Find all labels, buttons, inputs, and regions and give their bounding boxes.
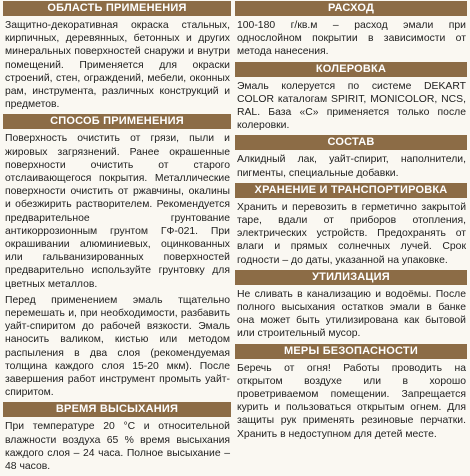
- section-text: Поверхность очистить от грязи, пыли и жировых загрязнений. Ранее окрашенные поверхности очистить от старого отслаивающегося покрытия. Металлические поверхности очистить от ржавчины, окалины и обезжирить растворителем. Рекомендуется предварительное грунтование антикоррозионным грунтом ГФ-021. При окрашивании алюминиевых, оцинкованных или гальванизированных поверхностей предварительно используйте грунтовку для цветных металлов.: [5, 133, 230, 290]
- section-tinting: [235, 62, 467, 133]
- section-header: ВРЕМЯ ВЫСЫХАНИЯ: [3, 402, 231, 417]
- section-text: Защитно-декоративная окраска стальных, кирпичных, деревянных, бетонных и других минеральных поверхностей снаружи и внутри помещений. Применяется для окраски строений, стен, ограждений, мебели, оконных рам, инструмента, различных конструкций и предметов.: [5, 20, 230, 111]
- section-header: СПОСОБ ПРИМЕНЕНИЯ: [3, 114, 231, 129]
- left-column: [0, 0, 231, 476]
- section-text: 100-180 г/кв.м – расход эмали при однослойном покрытии в зависимости от метода нанесения.: [237, 20, 466, 58]
- section-header: СОСТАВ: [235, 135, 467, 150]
- section-header: МЕРЫ БЕЗОПАСНОСТИ: [235, 344, 467, 359]
- section-header: УТИЛИЗАЦИЯ: [235, 270, 467, 285]
- section-text: При температуре 20 °С и относительной влажности воздуха 65 % время высыхания каждого слоя – 24 часа. Полное высыхание – 48 часов.: [5, 421, 230, 473]
- section-text: Хранить и перевозить в герметично закрытой таре, вдали от приборов отопления, электрических устройств. Предохранять от влаги и прямых солнечных лучей. Срок годности – до даты, указанной на упаковке.: [237, 201, 466, 266]
- section-safety: [235, 344, 467, 441]
- section-text: Не сливать в канализацию и водоёмы. После полного высыхания остатков эмали в банке она может быть утилизирована как бытовой или строительный мусор.: [237, 288, 466, 340]
- section-header: ХРАНЕНИЕ И ТРАНСПОРТИРОВКА: [235, 183, 467, 198]
- section-text: Перед применением эмаль тщательно перемешать и, при необходимости, разбавить уайт-спиритом до рабочей вязкости. Эмаль наносить валиком, кистью или методом распыления в два слоя (рекомендуемая толщина каждого слоя 15-20 мкм). После завершения работ инструмент промыть уайт-спиритом.: [5, 294, 230, 399]
- section-application-method: [3, 114, 231, 399]
- section-text: Беречь от огня! Работы проводить на открытом воздухе или в хорошо проветриваемом помещении. Запрещается курить и пользоваться открытым огнем. Для защиты рук применять резиновые перчатки. Хранить в недоступном для детей месте.: [237, 362, 466, 440]
- section-application-area: [3, 1, 231, 111]
- section-drying-time: [3, 402, 231, 473]
- section-storage: [235, 183, 467, 267]
- section-header: РАСХОД: [235, 1, 467, 16]
- section-header: КОЛЕРОВКА: [235, 62, 467, 77]
- section-consumption: [235, 1, 467, 59]
- section-text: Эмаль колеруется по системе DEKART COLOR каталогам SPIRIT, MONICOLOR, NCS, RAL. База «С» применяется только после колеровки.: [237, 80, 466, 132]
- section-disposal: [235, 270, 467, 341]
- section-composition: [235, 135, 467, 179]
- section-text: Алкидный лак, уайт-спирит, наполнители, пигменты, специальные добавки.: [237, 154, 466, 179]
- section-header: ОБЛАСТЬ ПРИМЕНЕНИЯ: [3, 1, 231, 16]
- right-column: [231, 0, 467, 476]
